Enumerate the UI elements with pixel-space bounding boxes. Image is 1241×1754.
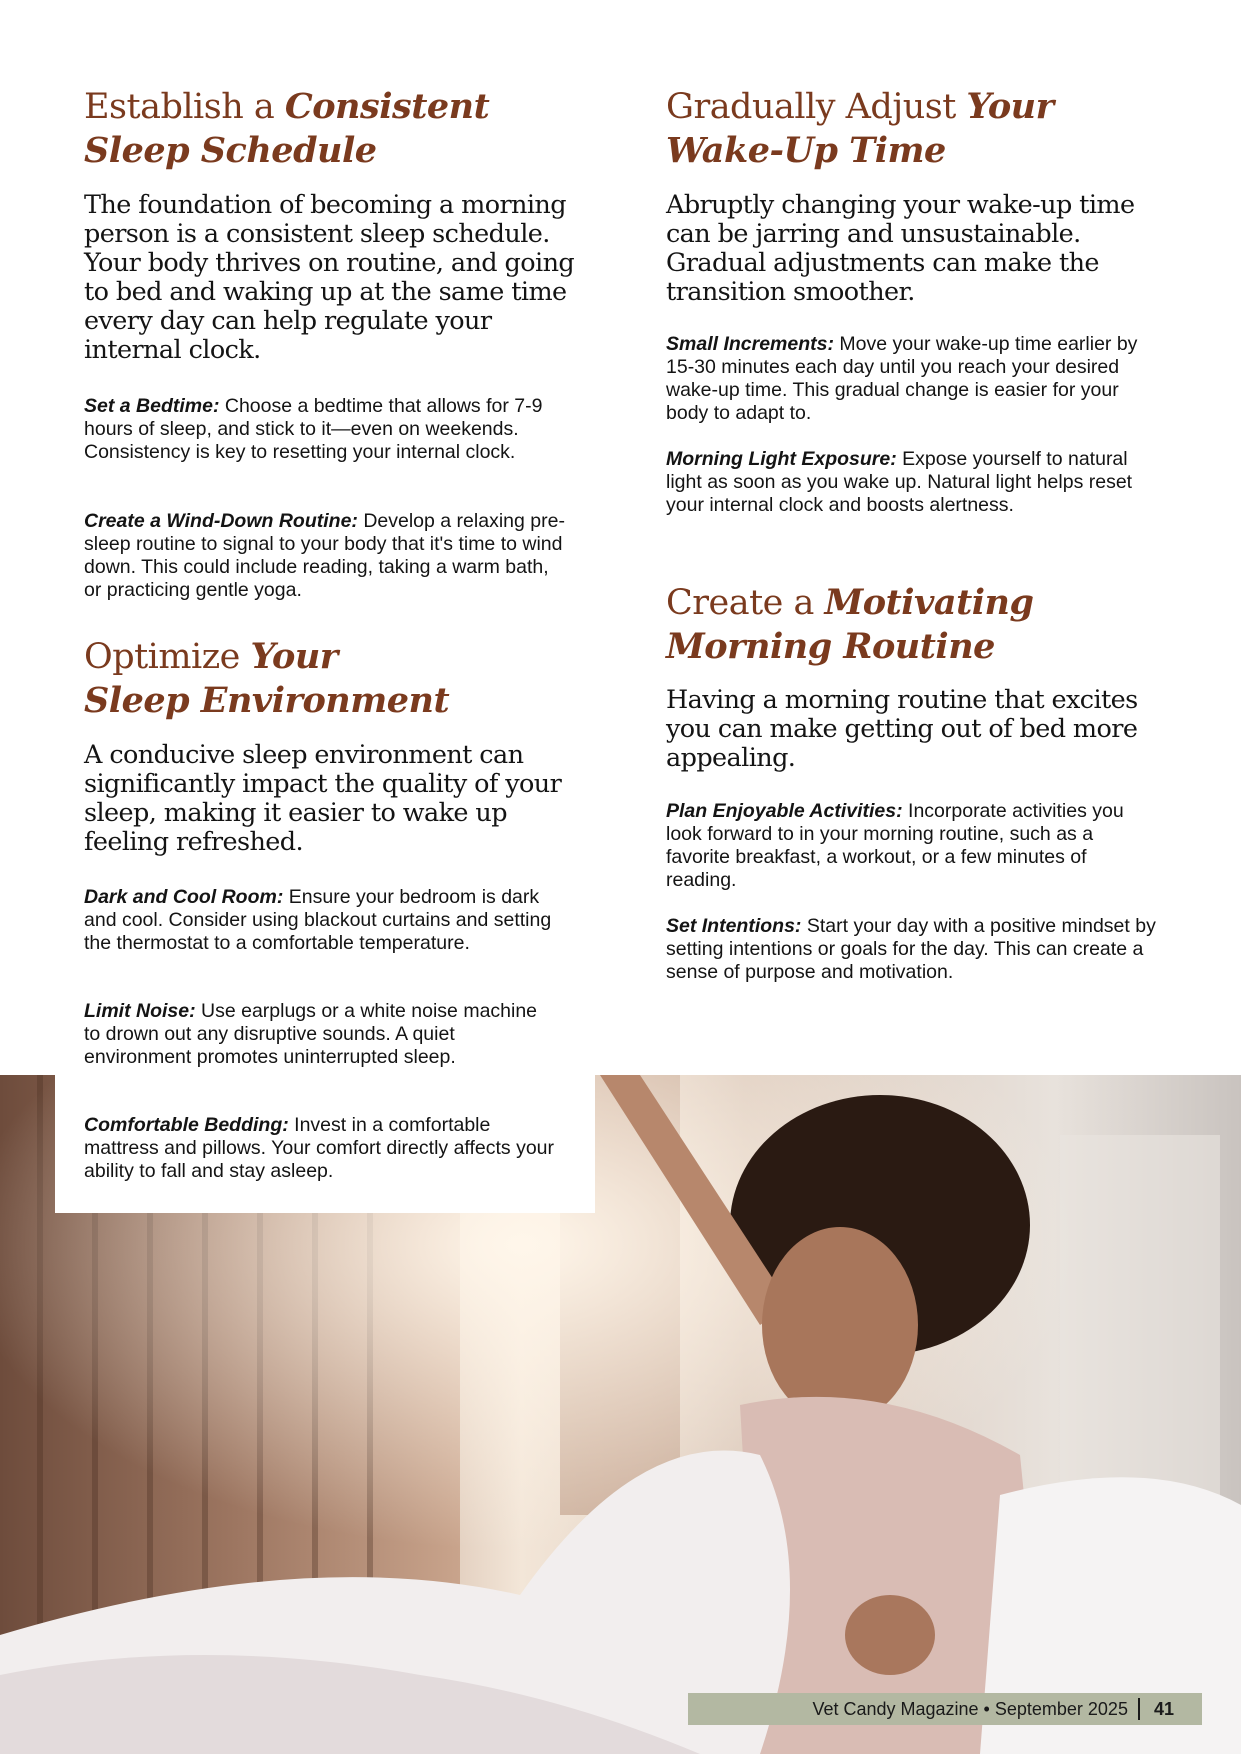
footer-magazine-info: Vet Candy Magazine • September 2025 — [812, 1698, 1128, 1719]
heading-em: Sleep Environment — [84, 680, 450, 721]
lede-morning-routine: Having a morning routine that excites you can make getting out of bed more appealing. — [666, 685, 1138, 773]
tip-label: Create a Wind-Down Routine: — [84, 510, 358, 532]
tip-wind-down — [84, 510, 570, 602]
tip-text: Expose yourself to natural light as soon as you wake up. Natural light helps reset your internal clock and boosts alertness. — [666, 448, 1133, 516]
heading-em: Wake-Up Time — [666, 130, 946, 171]
lede-wake-up-time: Abruptly changing your wake-up time can be jarring and unsustainable. Gradual adjustments can make the transition smoother. — [666, 190, 1135, 307]
heading-plain: Optimize — [84, 637, 251, 677]
tip-text: Use earplugs or a white noise machine to drown out any disruptive sounds. A quiet environment promotes uninterrupted sleep. — [84, 1000, 538, 1068]
footer-divider — [1138, 1698, 1140, 1720]
heading-em: Your — [250, 636, 338, 677]
heading-em: Consistent — [284, 86, 490, 127]
heading-consistent-sleep — [84, 85, 489, 173]
tip-text: Start your day with a positive mindset by setting intentions or goals for the day. This can create a sense of purpose and motivation. — [666, 915, 1156, 983]
heading-em: Your — [966, 86, 1054, 127]
tip-text: Choose a bedtime that allows for 7-9 hours of sleep, and stick to it—even on weekends. Consistency is key to resetting your internal clock. — [84, 395, 543, 463]
heading-em: Morning Routine — [666, 626, 995, 667]
heading-plain: Establish a — [84, 87, 285, 127]
tip-text: Incorporate activities you look forward to in your morning routine, such as a favorite breakfast, a workout, or a few minutes of reading. — [666, 800, 1124, 891]
lede-consistent-sleep: The foundation of becoming a morning person is a consistent sleep schedule. Your body thrives on routine, and going to bed and waking up at the same time every day can help regulate your internal clock. — [84, 190, 575, 365]
tip-label: Limit Noise: — [84, 1000, 196, 1022]
page-number: 41 — [1153, 1698, 1174, 1719]
page-footer — [688, 1693, 1202, 1725]
tip-label: Comfortable Bedding: — [84, 1114, 289, 1136]
tip-comfortable-bedding — [84, 1114, 556, 1183]
tip-set-intentions — [666, 915, 1156, 984]
tip-morning-light — [666, 448, 1156, 517]
tip-text: Ensure your bedroom is dark and cool. Consider using blackout curtains and setting the thermostat to a comfortable temperature. — [84, 886, 552, 954]
tip-label: Plan Enjoyable Activities: — [666, 800, 903, 822]
tip-set-bedtime — [84, 395, 564, 464]
tip-plan-activities — [666, 800, 1156, 892]
tip-label: Set Intentions: — [666, 915, 802, 937]
heading-wake-up-time — [666, 85, 1054, 173]
tip-dark-cool-room — [84, 886, 556, 955]
heading-em: Sleep Schedule — [84, 130, 377, 171]
heading-plain: Create a — [666, 583, 825, 623]
heading-plain: Gradually Adjust — [666, 87, 967, 127]
tip-small-increments — [666, 333, 1156, 425]
heading-em: Motivating — [824, 582, 1034, 623]
tip-text: Develop a relaxing pre-sleep routine to signal to your body that it's time to wind down. This could include reading, taking a warm bath, or practicing gentle yoga. — [84, 510, 565, 601]
lede-sleep-environment: A conducive sleep environment can significantly impact the quality of your sleep, making it easier to wake up feeling refreshed. — [84, 740, 562, 857]
heading-morning-routine — [666, 581, 1033, 669]
tip-text: Invest in a comfortable mattress and pillows. Your comfort directly affects your ability to fall and stay asleep. — [84, 1114, 555, 1182]
tip-label: Dark and Cool Room: — [84, 886, 284, 908]
tip-limit-noise — [84, 1000, 556, 1069]
tip-label: Set a Bedtime: — [84, 395, 220, 417]
tip-text: Move your wake-up time earlier by 15-30 minutes each day until you reach your desired wake-up time. This gradual change is easier for your body to adapt to. — [666, 333, 1138, 424]
tip-label: Morning Light Exposure: — [666, 448, 897, 470]
tip-label: Small Increments: — [666, 333, 834, 355]
heading-sleep-environment — [84, 635, 449, 723]
